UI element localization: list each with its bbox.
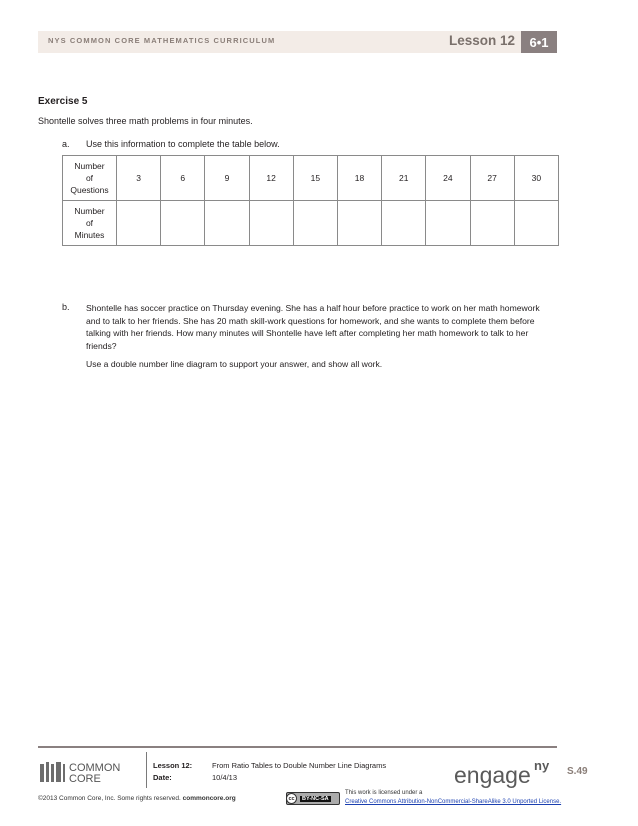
lesson-label: Lesson 12 (448, 33, 515, 48)
license-link[interactable]: Creative Commons Attribution-NonCommercial-ShareAlike 3.0 Unported License. (345, 799, 562, 805)
questions-cell: 9 (205, 156, 249, 201)
minutes-answer-cell[interactable] (470, 201, 514, 246)
part-a-letter: a. (62, 139, 70, 149)
engageny-logo (454, 758, 558, 788)
part-b-instruction: Use a double number line diagram to support your answer, and show all work. (86, 359, 383, 369)
common-core-logo (40, 760, 146, 784)
minutes-answer-cell[interactable] (426, 201, 470, 246)
questions-cell: 27 (470, 156, 514, 201)
part-b-text: Shontelle has soccer practice on Thursday evening. She has a half hour before practice to work on her math homework and to talk to her friends. She has 20 math skill-work questions for homework, and she wants to complete them before talking with her friends. How many minutes will Shontelle have left after completing her math homework to talk to her friends? (86, 303, 540, 351)
ratio-table (62, 155, 559, 246)
footer-date-value: 10/4/13 (212, 773, 238, 782)
curriculum-title: NYS COMMON CORE MATHEMATICS CURRICULUM (48, 36, 276, 45)
footer-rule (38, 746, 557, 748)
footer-date-key: Date: (153, 773, 172, 782)
table-row-minutes (63, 201, 559, 246)
row-header-minutes (63, 201, 117, 246)
grade-module-badge: 6•1 (521, 31, 557, 53)
exercise-title: Exercise 5 (38, 96, 88, 107)
minutes-answer-cell[interactable] (293, 201, 337, 246)
engage-word: engage (454, 762, 531, 788)
minutes-answer-cell[interactable] (337, 201, 381, 246)
row-header-line: Number (74, 206, 105, 216)
part-a-text: Use this information to complete the table below. (86, 139, 280, 149)
questions-cell: 30 (514, 156, 558, 201)
minutes-answer-cell[interactable] (249, 201, 293, 246)
questions-cell: 18 (337, 156, 381, 201)
table-row-questions (63, 156, 559, 201)
footer-lesson-key: Lesson 12: (153, 761, 193, 770)
questions-cell: 21 (382, 156, 426, 201)
row-header-questions (63, 156, 117, 201)
minutes-answer-cell[interactable] (382, 201, 426, 246)
page-header (38, 31, 557, 53)
copyright-site-link[interactable]: commoncore.org (182, 795, 236, 802)
footer-divider (146, 752, 147, 788)
minutes-answer-cell[interactable] (117, 201, 161, 246)
part-b-letter: b. (62, 302, 70, 312)
minutes-answer-cell[interactable] (205, 201, 249, 246)
minutes-answer-cell[interactable] (161, 201, 205, 246)
cc-icon: cc (286, 793, 297, 804)
footer-lesson-title: From Ratio Tables to Double Number Line Diagrams (212, 761, 387, 770)
cc-badge-label: BY-NC-SA (302, 795, 329, 802)
row-header-line: of (85, 218, 94, 228)
ny-word: ny (534, 758, 550, 773)
row-header-line: Questions (70, 185, 109, 195)
logo-word-core: CORE (69, 773, 101, 784)
cc-license-badge[interactable] (286, 792, 340, 805)
questions-cell: 3 (117, 156, 161, 201)
logo-word-common: COMMON (69, 762, 121, 774)
row-header-line: Number (74, 161, 105, 171)
questions-cell: 15 (293, 156, 337, 201)
copyright-text: ©2013 Common Core, Inc. Some rights reserved. (38, 795, 183, 802)
page-number: S.49 (567, 766, 588, 777)
questions-cell: 12 (249, 156, 293, 201)
questions-cell: 6 (161, 156, 205, 201)
questions-cell: 24 (426, 156, 470, 201)
minutes-answer-cell[interactable] (514, 201, 558, 246)
license-line: This work is licensed under a (345, 790, 423, 796)
logo-bars-icon (40, 762, 65, 782)
exercise-intro: Shontelle solves three math problems in four minutes. (38, 116, 253, 126)
row-header-line: Minutes (74, 230, 105, 240)
row-header-line: of (85, 173, 94, 183)
copyright (38, 795, 236, 802)
